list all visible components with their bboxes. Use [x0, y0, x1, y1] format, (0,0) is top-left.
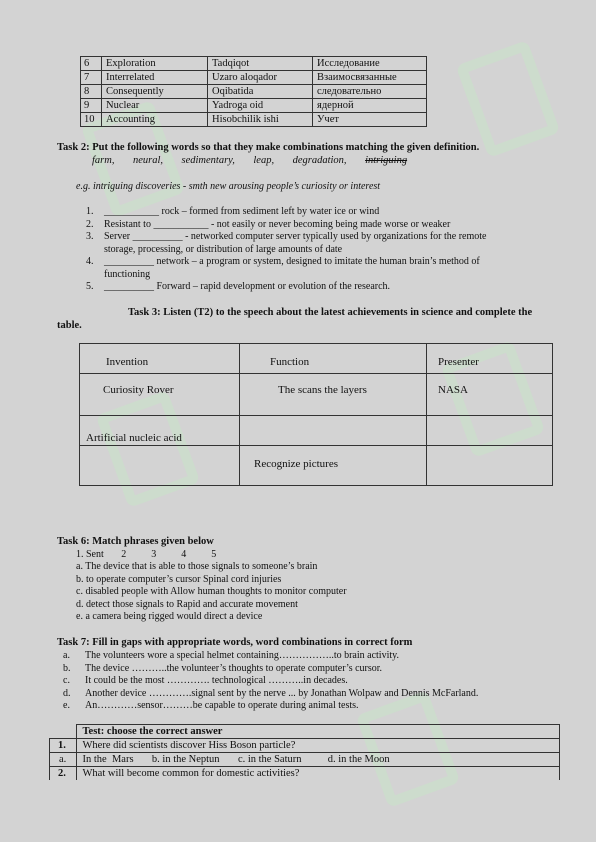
english-term: Accounting — [102, 113, 208, 127]
task2-item: ___________ rock – formed from sediment left by water ice or wind — [104, 206, 380, 217]
gap-item: An…………sensor………be capable to operate during animal tests. — [85, 700, 359, 711]
vocab-row — [81, 113, 427, 127]
answer-letter: a. — [50, 753, 77, 767]
answer-options — [76, 753, 560, 767]
vocab-row — [81, 85, 427, 99]
row-number: 6 — [81, 57, 102, 71]
word: neural, — [132, 155, 164, 166]
cell-function — [240, 416, 427, 446]
cell-invention: Artificial nucleic acid — [80, 416, 240, 446]
task2-item: __________ Forward – rapid development or evolution of the research. — [104, 281, 391, 292]
english-term: Consequently — [102, 85, 208, 99]
uzbek-term: Oqibatida — [208, 85, 313, 99]
empty-cell — [50, 725, 77, 739]
uzbek-term: Uzaro aloqador — [208, 71, 313, 85]
inventions-table — [79, 343, 553, 486]
word: leap, — [253, 155, 275, 166]
vocab-row — [81, 57, 427, 71]
task7-items — [63, 650, 478, 713]
match-item: d. detect those signals to Rapid and accurate movement — [76, 598, 298, 610]
task6-numbers: 1. Sent 2 3 4 5 — [76, 549, 217, 560]
row-number: 10 — [81, 113, 102, 127]
row-number: 7 — [81, 71, 102, 85]
answer-d: d. in the Moon — [327, 754, 390, 765]
russian-term: Исследование — [313, 57, 427, 71]
word: sedimentary, — [181, 155, 235, 166]
header-function: Function — [240, 344, 427, 374]
match-item: c. disabled people with Allow human thoughts to monitor computer — [76, 586, 347, 597]
item-number: 5. — [86, 281, 94, 292]
watermark-logo — [456, 40, 561, 158]
word: degradation, — [292, 155, 347, 166]
match-item: e. a camera being rigged would direct a device — [76, 611, 263, 622]
answer-c: c. in the Saturn — [237, 754, 302, 765]
task2-items — [86, 206, 554, 294]
task6-title: Task 6: Match phrases given below — [57, 536, 214, 547]
item-letter: c. — [63, 675, 70, 686]
item-number: 1. — [86, 206, 94, 217]
word: farm, — [92, 155, 115, 166]
question-number: 1. — [50, 739, 77, 753]
task2-item: functioning — [104, 268, 151, 280]
task2-item: Server __________ - networked computer server typically used by organizations for the remote — [104, 231, 487, 242]
item-letter: d. — [63, 687, 71, 699]
item-number: 3. — [86, 231, 94, 242]
item-letter: b. — [63, 662, 71, 674]
english-term: Interrelated — [102, 71, 208, 85]
cell-function: The scans the layers — [240, 374, 427, 416]
vocabulary-table — [80, 56, 427, 127]
item-number — [86, 269, 104, 282]
row-number: 9 — [81, 99, 102, 113]
task2-item: Resistant to ___________ - not easily or never becoming being made worse or weaker — [104, 218, 451, 230]
row-number: 8 — [81, 85, 102, 99]
item-number: 4. — [86, 256, 94, 267]
gap-item: The volunteers wore a special helmet containing……………..to brain activity. — [85, 650, 399, 661]
cell-presenter — [427, 416, 553, 446]
match-item: b. to operate computer’s cursor Spinal cord injuries — [76, 573, 282, 585]
gap-item: Another device ………….signal sent by the nerve ... by Jonathan Wolpaw and Dennis McFarland. — [85, 687, 479, 699]
english-term: Exploration — [102, 57, 208, 71]
gap-item: It could be the most …………. technological ………..in decades. — [85, 675, 348, 686]
header-presenter: Presenter — [427, 344, 553, 374]
question-text: What will become common for domestic activities? — [76, 767, 560, 781]
task2-title: Task 2: Put the following words so that they make combinations matching the given definition. — [57, 142, 480, 153]
task2-item: storage, processing, or distribution of large amounts of date — [104, 243, 343, 255]
task2-word-list — [92, 155, 407, 168]
match-item: a. The device that is able to those signals to someone’s brain — [76, 561, 318, 572]
task3-title: Task 3: Listen (T2) to the speech about the latest achievements in science and complete the — [128, 307, 533, 318]
vocab-row — [81, 99, 427, 113]
vocab-row — [81, 71, 427, 85]
russian-term: Учет — [313, 113, 427, 127]
item-letter: a. — [63, 650, 70, 661]
item-number — [86, 244, 104, 257]
cell-invention — [80, 446, 240, 486]
uzbek-term: Tadqiqot — [208, 57, 313, 71]
test-title: Test: choose the correct answer — [76, 725, 560, 739]
task6-items — [76, 561, 347, 624]
question-number: 2. — [50, 767, 77, 781]
item-number: 2. — [86, 218, 94, 230]
english-term: Nuclear — [102, 99, 208, 113]
russian-term: ядерной — [313, 99, 427, 113]
cell-invention: Curiosity Rover — [80, 374, 240, 416]
task3-title-cont: table. — [57, 320, 82, 331]
gap-item: The device ………..the volunteer’s thoughts to operate computer’s cursor. — [85, 662, 383, 674]
test-table — [49, 724, 560, 780]
task7-title: Task 7: Fill in gaps with appropriate words, word combinations in correct form — [57, 637, 413, 648]
header-invention: Invention — [80, 344, 240, 374]
answer-b: b. in the Neptun — [151, 754, 220, 765]
cell-function: Recognize pictures — [240, 446, 427, 486]
task2-example: e.g. intriguing discoveries - smth new arousing people’s curiosity or interest — [76, 181, 381, 192]
task2-item: __________ network – a program or system, designed to imitate the human brain’s method of — [104, 256, 480, 267]
russian-term: Взаимосвязанные — [313, 71, 427, 85]
uzbek-term: Hisobchilik ishi — [208, 113, 313, 127]
answer-a: In the Mars — [82, 754, 134, 765]
cell-presenter: NASA — [427, 374, 553, 416]
question-text: Where did scientists discover Hiss Boson particle? — [76, 739, 560, 753]
russian-term: следовательно — [313, 85, 427, 99]
word-crossed: intriguing — [365, 155, 408, 166]
uzbek-term: Yadroga oid — [208, 99, 313, 113]
item-letter: e. — [63, 700, 70, 711]
cell-presenter — [427, 446, 553, 486]
